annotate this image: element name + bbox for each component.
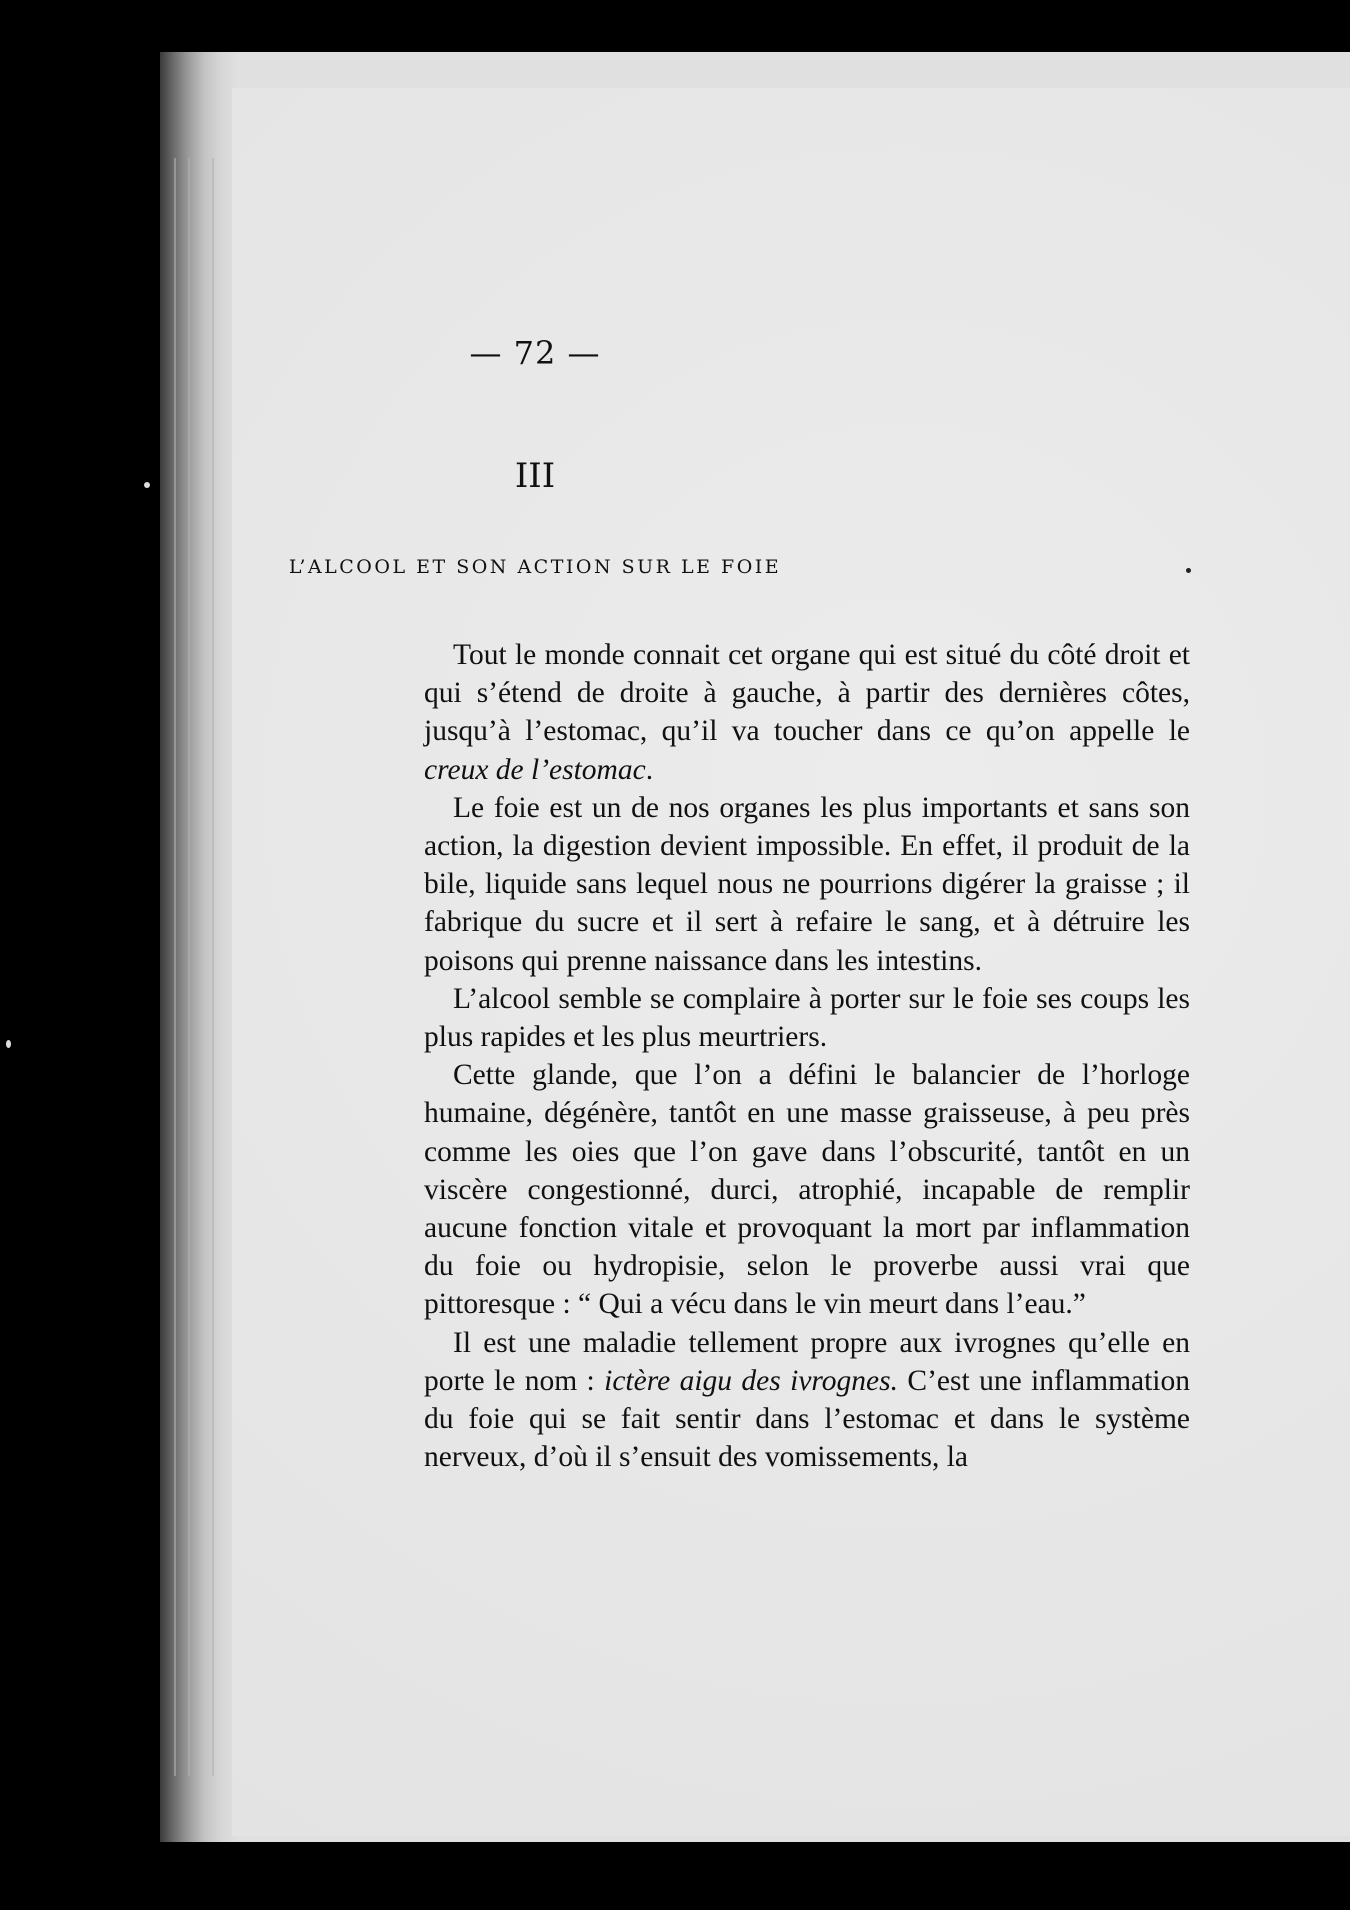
page-number: — 72 — [469, 334, 601, 372]
paragraph-text: . [645, 753, 654, 786]
chapter-number: III [514, 456, 556, 496]
paragraph-text: L’alcool semble se complaire à porter sur le foie ses coups les plus rapides et les plus meurtriers. [424, 982, 1190, 1054]
scan-speck [1186, 568, 1191, 573]
paragraph-italic: creux de l’estomac [424, 753, 646, 786]
chapter-title: L’ALCOOL ET SON ACTION SUR LE FOIE [288, 556, 782, 578]
scan-speck [6, 1040, 11, 1048]
paragraph [424, 1056, 1190, 1323]
page-leaf-line [188, 158, 190, 1776]
paragraph-text: C’est une inflammation du foie qui se fait sentir dans l’estomac et dans le système nerveux, d’où il s’ensuit des vomissements, la [424, 1364, 1190, 1474]
paragraph-text: Il est une maladie tellement propre aux ivrognes qu’elle en porte le nom : [424, 1326, 1190, 1397]
paragraph [424, 980, 1190, 1056]
scan-speck [144, 482, 150, 488]
paragraph [424, 789, 1190, 980]
paragraph-text: Cette glande, que l’on a défini le balancier de l’horloge humaine, dégénère, tantôt en une masse graisseuse, à peu près comme les oies que l’on gave dans l’obscurité, tantôt en un viscère congestionné, durci, atrophié, incapable de remplir aucune fonction vitale et provoquant la mort par inflammation du foie ou hydropisie, selon le proverbe aussi vrai que pittoresque : “ Qui a vécu dans le vin meurt dans l’eau.” [424, 1059, 1190, 1321]
page-leaf-line [174, 158, 176, 1776]
body-text [424, 636, 1190, 1476]
page-leaf-line [212, 158, 214, 1776]
paragraph [424, 636, 1190, 789]
paragraph-text: Tout le monde connait cet organe qui est situé du côté droit et qui s’étend de droite à gauche, à partir des dernières côtes, jusqu’à l’estomac, qu’il va toucher dans ce qu’on appelle le [424, 639, 1190, 748]
paragraph-text: Le foie est un de nos organes les plus importants et sans son action, la digestion devient impossible. En effet, il produit de la bile, liquide sans lequel nous ne pourrions digérer la graisse ; il fabrique du sucre et il sert à refaire le sang, et à détruire les poisons qui prenne naissance dans les intestins. [424, 791, 1190, 977]
paragraph-italic: ictère aigu des ivrognes. [604, 1364, 899, 1397]
paragraph [424, 1324, 1190, 1477]
